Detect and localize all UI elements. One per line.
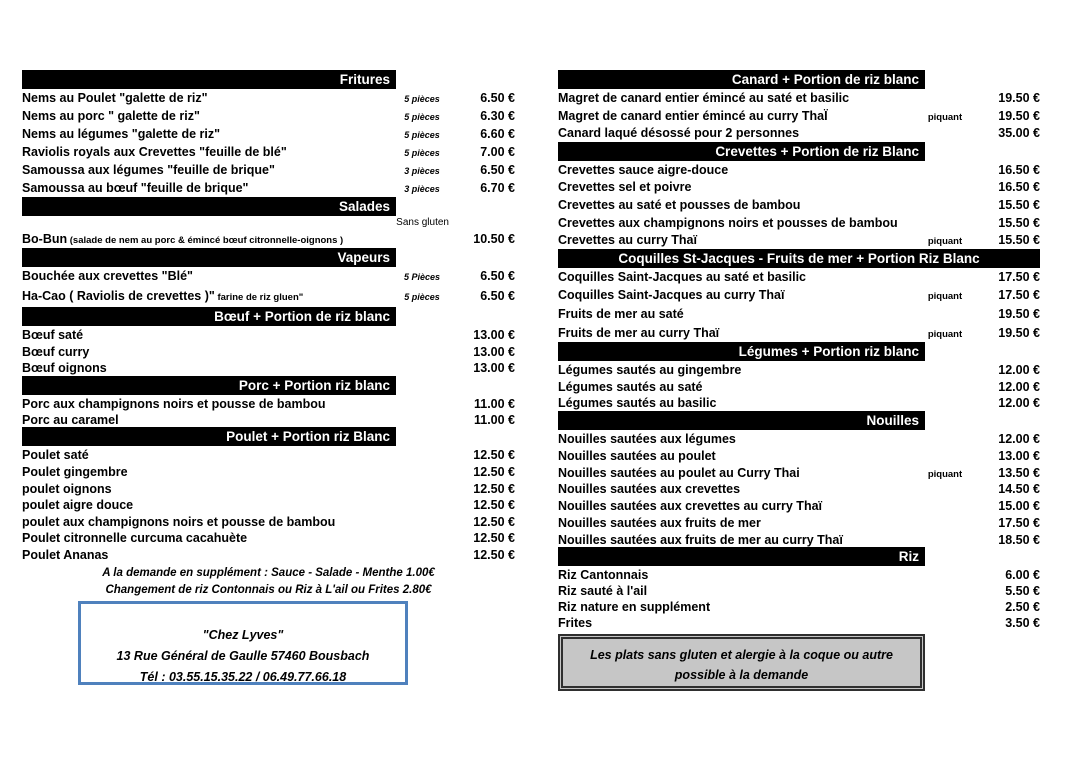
section-header-l-gumes-portion-riz-blanc: Légumes + Portion riz blanc bbox=[558, 342, 925, 361]
menu-item-row bbox=[22, 343, 515, 360]
restaurant-address: 13 Rue Général de Gaulle 57460 Bousbach bbox=[116, 648, 370, 663]
dish-name: Crevettes au saté et pousses de bambou bbox=[558, 197, 801, 212]
dish-name: Nems au porc " galette de riz" bbox=[22, 109, 200, 123]
dish-name: Nems au Poulet "galette de riz" bbox=[22, 91, 208, 105]
right-sections bbox=[558, 70, 1040, 630]
dish-name: Nouilles sautées aux crevettes bbox=[558, 482, 741, 497]
menu-item-row bbox=[22, 395, 515, 411]
menu-item-row bbox=[22, 480, 515, 497]
dish-name-detail: (salade de nem au porc & émincé bœuf citronnelle-oignons ) bbox=[67, 235, 344, 246]
menu-item-row bbox=[558, 394, 1040, 411]
gluten-notice-box bbox=[558, 634, 925, 691]
dish-name: Nouilles sautées aux légumes bbox=[558, 431, 736, 446]
dish-price: 12.00 € bbox=[998, 431, 1040, 446]
dish-price: 12.00 € bbox=[998, 363, 1040, 378]
dish-name: Nems au légumes "galette de riz" bbox=[22, 127, 221, 141]
spicy-tag: piquant bbox=[927, 291, 963, 303]
dish-name: Riz nature en supplément bbox=[558, 600, 711, 615]
pieces-label: 5 pièces bbox=[404, 148, 440, 158]
section-header-crevettes-portion-de-riz-blanc: Crevettes + Portion de riz Blanc bbox=[558, 142, 925, 161]
dish-price: 13.00 € bbox=[473, 361, 515, 376]
menu-item-row bbox=[558, 514, 1040, 531]
dish-price: 16.50 € bbox=[998, 180, 1040, 195]
dish-price: 6.60 € bbox=[480, 127, 515, 141]
menu-item-row bbox=[558, 161, 1040, 179]
section-header-vapeurs: Vapeurs bbox=[22, 248, 396, 267]
menu-item-row bbox=[558, 531, 1040, 548]
restaurant-phone: Tél : 03.55.15.35.22 / 06.49.77.66.18 bbox=[139, 669, 347, 684]
dish-name: Riz Cantonnais bbox=[558, 568, 649, 583]
dish-price: 15.50 € bbox=[998, 215, 1040, 230]
sans-gluten-label: Sans gluten bbox=[396, 217, 449, 228]
dish-name: Légumes sautés au gingembre bbox=[558, 363, 742, 378]
dish-name: Poulet gingembre bbox=[22, 464, 128, 479]
gluten-notice-line1: Les plats sans gluten et alergie à la coque ou autre bbox=[590, 648, 893, 663]
supplement-notes bbox=[22, 565, 515, 599]
dish-name: Nouilles sautées aux fruits de mer au curry Thaï bbox=[558, 532, 843, 547]
dish-price: 15.00 € bbox=[998, 499, 1040, 514]
pieces-label: 3 pièces bbox=[404, 166, 440, 176]
dish-price: 12.50 € bbox=[473, 464, 515, 479]
dish-price: 11.00 € bbox=[473, 396, 515, 411]
left-column bbox=[22, 70, 515, 685]
dish-name: Poulet saté bbox=[22, 448, 89, 463]
menu-item-row bbox=[22, 230, 515, 248]
dish-price: 18.50 € bbox=[998, 532, 1040, 547]
dish-price: 17.50 € bbox=[998, 269, 1040, 284]
dish-name: Coquilles Saint-Jacques au saté et basilic bbox=[558, 269, 807, 284]
pieces-label: 5 pièces bbox=[404, 130, 440, 140]
dish-name: Porc au caramel bbox=[22, 413, 119, 428]
dish-price: 17.50 € bbox=[998, 515, 1040, 530]
dish-price: 14.50 € bbox=[998, 482, 1040, 497]
dish-name: Raviolis royals aux Crevettes "feuille de blé" bbox=[22, 145, 287, 159]
dish-name: Canard laqué désossé pour 2 personnes bbox=[558, 126, 800, 141]
dish-price: 6.30 € bbox=[480, 109, 515, 123]
dish-price: 13.00 € bbox=[473, 344, 515, 359]
dish-price: 12.50 € bbox=[473, 547, 515, 562]
menu-item-row bbox=[22, 546, 515, 563]
dish-name: Porc aux champignons noirs et pousse de bambou bbox=[22, 396, 326, 411]
dish-price: 13.50 € bbox=[998, 465, 1040, 480]
dish-name-detail: farine de riz gluen" bbox=[214, 292, 304, 303]
dish-name: Nouilles sautées au poulet bbox=[558, 448, 716, 463]
dish-name: Magret de canard entier émincé au curry ThaÏ bbox=[558, 108, 828, 123]
menu-item-row bbox=[22, 179, 515, 197]
right-column bbox=[558, 70, 1040, 691]
dish-name: Bœuf oignons bbox=[22, 361, 107, 376]
menu-item-row bbox=[558, 614, 1040, 630]
dish-price: 15.50 € bbox=[998, 197, 1040, 212]
menu-item-row bbox=[558, 566, 1040, 582]
dish-price: 12.00 € bbox=[998, 396, 1040, 411]
menu-item-row bbox=[558, 582, 1040, 598]
dish-name: Coquilles Saint-Jacques au curry Thaï bbox=[558, 288, 785, 303]
dish-price: 10.50 € bbox=[473, 232, 515, 246]
menu-item-row bbox=[22, 359, 515, 376]
spicy-tag: piquant bbox=[927, 111, 963, 123]
dish-name: poulet aigre douce bbox=[22, 498, 134, 513]
section-header-riz: Riz bbox=[558, 547, 925, 566]
menu-item-row bbox=[558, 178, 1040, 196]
section-header-nouilles: Nouilles bbox=[558, 411, 925, 430]
menu-item-row bbox=[558, 324, 1040, 343]
dish-name: Riz sauté à l'ail bbox=[558, 584, 648, 599]
dish-price: 6.50 € bbox=[480, 91, 515, 105]
menu-item-row bbox=[558, 430, 1040, 447]
spicy-tag: piquant bbox=[927, 468, 963, 480]
dish-name: Samoussa au bœuf "feuille de brique" bbox=[22, 181, 249, 195]
dish-name: Fruits de mer au saté bbox=[558, 306, 684, 321]
dish-price: 12.00 € bbox=[998, 379, 1040, 394]
rice-change-note: Changement de riz Contonnais ou Riz à L'ail ou Frites 2.80€ bbox=[105, 583, 432, 596]
menu-item-row bbox=[22, 161, 515, 179]
dish-price: 3.50 € bbox=[1005, 616, 1040, 631]
pieces-label: 3 pièces bbox=[404, 184, 440, 194]
dish-name: Ha-Cao ( Raviolis de crevettes )" farine de riz gluen" bbox=[22, 289, 304, 303]
dish-price: 13.00 € bbox=[998, 448, 1040, 463]
dish-name: Samoussa aux légumes "feuille de brique" bbox=[22, 163, 275, 177]
dish-name: Poulet citronnelle curcuma cacahuète bbox=[22, 531, 248, 546]
menu-item-row bbox=[558, 464, 1040, 481]
menu-item-row bbox=[22, 496, 515, 513]
restaurant-name: "Chez Lyves" bbox=[202, 627, 284, 642]
dish-price: 19.50 € bbox=[998, 91, 1040, 105]
menu-item-row bbox=[22, 513, 515, 530]
dish-price: 6.50 € bbox=[480, 269, 515, 283]
dish-price: 13.00 € bbox=[473, 328, 515, 342]
section-header-coquilles-st-jacques-fruits-de-mer-porti: Coquilles St-Jacques - Fruits de mer + Portion Riz Blanc bbox=[558, 249, 1040, 268]
dish-name: Magret de canard entier émincé au saté et basilic bbox=[558, 91, 850, 105]
menu-item-row bbox=[22, 143, 515, 161]
menu-item-row bbox=[558, 196, 1040, 214]
dish-name: Crevettes au curry Thaï bbox=[558, 233, 697, 248]
dish-name: Nouilles sautées aux fruits de mer bbox=[558, 515, 761, 530]
menu-item-row bbox=[558, 286, 1040, 305]
menu-item-row bbox=[22, 463, 515, 480]
gluten-notice-line2: possible à la demande bbox=[674, 668, 809, 683]
menu-item-row bbox=[558, 124, 1040, 142]
dish-name: Nouilles sautées au poulet au Curry Thai bbox=[558, 465, 800, 480]
menu-item-row bbox=[558, 361, 1040, 378]
dish-price: 16.50 € bbox=[998, 162, 1040, 177]
dish-price: 6.00 € bbox=[1005, 568, 1040, 583]
pieces-label: 5 Pièces bbox=[403, 272, 441, 282]
menu-item-row bbox=[558, 268, 1040, 287]
menu-item-row bbox=[22, 125, 515, 143]
dish-price: 5.50 € bbox=[1005, 584, 1040, 599]
menu-item-row bbox=[22, 326, 515, 343]
dish-price: 19.50 € bbox=[998, 108, 1040, 123]
spicy-tag: piquant bbox=[927, 236, 963, 248]
dish-name: Crevettes sel et poivre bbox=[558, 180, 692, 195]
dish-price: 7.00 € bbox=[480, 145, 515, 159]
menu-item-row bbox=[558, 447, 1040, 464]
dish-price: 12.50 € bbox=[473, 498, 515, 513]
menu-item-row bbox=[558, 305, 1040, 324]
dish-price: 2.50 € bbox=[1005, 600, 1040, 615]
menu-item-row bbox=[558, 598, 1040, 614]
restaurant-info-box bbox=[78, 601, 408, 685]
dish-name: Crevettes sauce aigre-douce bbox=[558, 162, 729, 177]
left-sections bbox=[22, 70, 515, 563]
dish-name: Bo-Bun (salade de nem au porc & émincé bœuf citronnelle-oignons ) bbox=[22, 232, 344, 246]
section-header-salades: Salades bbox=[22, 197, 396, 216]
menu-item-row bbox=[22, 107, 515, 125]
dish-price: 12.50 € bbox=[473, 531, 515, 546]
menu-item-row bbox=[22, 287, 515, 307]
dish-name: Bœuf curry bbox=[22, 344, 90, 359]
dish-name: Crevettes aux champignons noirs et pousses de bambou bbox=[558, 215, 898, 230]
menu-item-row bbox=[558, 89, 1040, 107]
dish-price: 17.50 € bbox=[998, 288, 1040, 303]
dish-name: Légumes sautés au saté bbox=[558, 379, 703, 394]
dish-name: Bœuf saté bbox=[22, 328, 84, 342]
dish-price: 6.50 € bbox=[480, 289, 515, 303]
menu-item-row bbox=[22, 446, 515, 463]
menu-item-row bbox=[558, 107, 1040, 125]
dish-price: 12.50 € bbox=[473, 514, 515, 529]
dish-price: 6.50 € bbox=[480, 163, 515, 177]
menu-item-row bbox=[22, 267, 515, 287]
dish-name: poulet oignons bbox=[22, 481, 112, 496]
supplement-note: A la demande en supplément : Sauce - Salade - Menthe 1.00€ bbox=[102, 566, 435, 579]
menu-item-row bbox=[22, 529, 515, 546]
section-header-porc-portion-riz-blanc: Porc + Portion riz blanc bbox=[22, 376, 396, 395]
menu-item-row bbox=[558, 231, 1040, 249]
menu-item-row bbox=[558, 497, 1040, 514]
dish-price: 6.70 € bbox=[480, 181, 515, 195]
dish-name: poulet aux champignons noirs et pousse de bambou bbox=[22, 514, 336, 529]
dish-price: 19.50 € bbox=[998, 325, 1040, 340]
dish-name: Légumes sautés au basilic bbox=[558, 396, 717, 411]
dish-price: 12.50 € bbox=[473, 448, 515, 463]
dish-name: Poulet Ananas bbox=[22, 547, 109, 562]
dish-name: Nouilles sautées aux crevettes au curry Thaï bbox=[558, 499, 823, 514]
menu-item-row bbox=[558, 378, 1040, 395]
pieces-label: 5 pièces bbox=[404, 94, 440, 104]
dish-price: 11.00 € bbox=[473, 413, 515, 428]
menu-item-row bbox=[558, 480, 1040, 497]
section-header-b-uf-portion-de-riz-blanc: Bœuf + Portion de riz blanc bbox=[22, 307, 396, 326]
spicy-tag: piquant bbox=[927, 328, 963, 340]
section-header-canard-portion-de-riz-blanc: Canard + Portion de riz blanc bbox=[558, 70, 925, 89]
dish-name: Bouchée aux crevettes "Blé" bbox=[22, 269, 193, 283]
dish-price: 35.00 € bbox=[998, 126, 1040, 141]
pieces-label: 5 pièces bbox=[404, 292, 440, 302]
section-header-fritures: Fritures bbox=[22, 70, 396, 89]
menu-item-row bbox=[558, 214, 1040, 232]
pieces-label: 5 pièces bbox=[404, 112, 440, 122]
dish-price: 12.50 € bbox=[473, 481, 515, 496]
dish-name: Frites bbox=[558, 616, 593, 631]
section-header-poulet-portion-riz-blanc: Poulet + Portion riz Blanc bbox=[22, 427, 396, 446]
dish-price: 19.50 € bbox=[998, 306, 1040, 321]
menu-item-row bbox=[22, 411, 515, 427]
dish-name: Fruits de mer au curry Thaï bbox=[558, 325, 720, 340]
dish-price: 15.50 € bbox=[998, 233, 1040, 248]
menu-item-row bbox=[22, 89, 515, 107]
